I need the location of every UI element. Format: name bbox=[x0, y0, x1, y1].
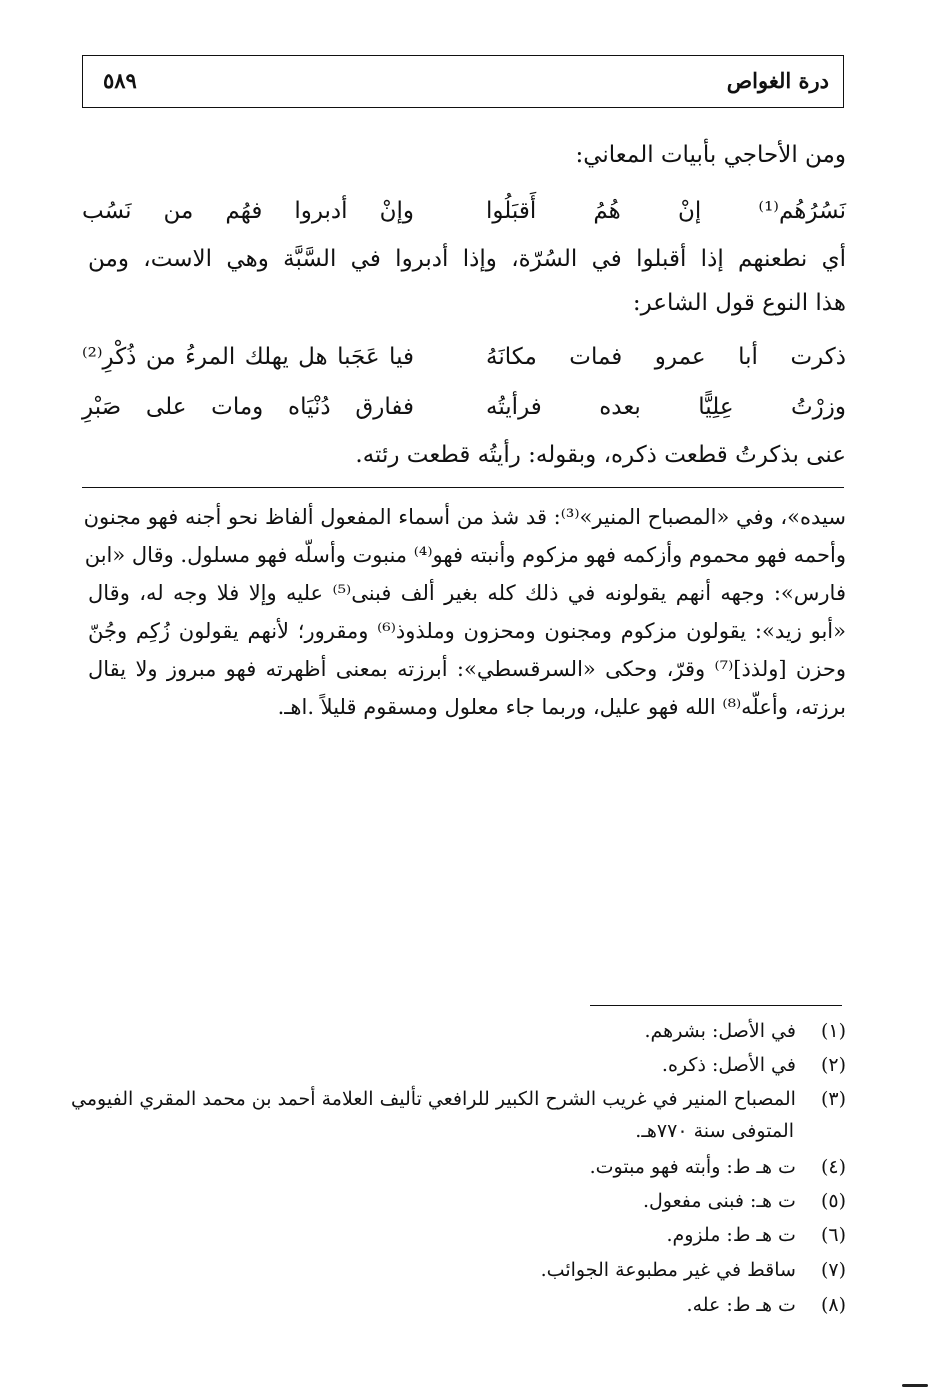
quote-line: سيده»، وفي «المصباح المنير»⁽³⁾: قد شذ من أسماء المفعول ألفاظ نحو أجنه فهو مجنون bbox=[83, 505, 846, 529]
quote-line: وأحمه فهو محموم وأزكمه فهو مزكوم وأنبته فهو⁽⁴⁾ منبوت وأسلّه فهو مسلول. وقال «ابن bbox=[84, 543, 846, 567]
footnote bbox=[644, 1020, 846, 1042]
footnote-number: (٧) bbox=[820, 1259, 846, 1281]
quote-line: فارس»: وجهه أنهم يقولونه في ذلك كله بغير ألف فبنى⁽⁵⁾ عليه وإلا فلا وجه له، وقال bbox=[88, 581, 846, 605]
footnote-number: (٣) bbox=[820, 1088, 846, 1110]
verse2-first-hemistich: ذكرت أبا عمرو فمات مكانَهُ bbox=[486, 344, 846, 370]
footnote bbox=[541, 1259, 846, 1281]
footnote-continuation: المتوفى سنة ٧٧٠هـ. bbox=[635, 1120, 794, 1142]
footnote-number: (٢) bbox=[820, 1054, 846, 1076]
footnote-number: (٥) bbox=[820, 1190, 846, 1212]
footnote bbox=[662, 1054, 846, 1076]
verse1-first-hemistich: نَسُرُهُم⁽¹⁾ إنْ هُمُ أَقبَلُوا bbox=[486, 198, 846, 224]
footnote-number: (١) bbox=[820, 1020, 846, 1042]
footnote bbox=[643, 1190, 846, 1212]
footnote-text: في الأصل: بشرهم. bbox=[644, 1020, 796, 1042]
footnote-text: ت هـ ط: ملزوم. bbox=[666, 1224, 796, 1246]
footnote-number: (٤) bbox=[820, 1156, 846, 1178]
footnote-divider bbox=[590, 1005, 842, 1006]
footnote bbox=[687, 1294, 846, 1316]
paragraph1-line2: هذا النوع قول الشاعر: bbox=[632, 290, 846, 316]
intro-line: ومن الأحاجي بأبيات المعاني: bbox=[575, 142, 846, 168]
footnote bbox=[590, 1156, 846, 1178]
footnote bbox=[666, 1224, 846, 1246]
running-header bbox=[82, 55, 844, 108]
quote-line: برزته، وأعلّه⁽⁸⁾ الله فهو عليل، وربما جاء معلول ومسقوم قليلاً .اهـ. bbox=[277, 695, 846, 719]
verse2-second-hemistich: فيا عَجَبا هل يهلك المرءُ من ذُكْرِ⁽²⁾ bbox=[82, 344, 414, 370]
footnote-number: (٨) bbox=[820, 1294, 846, 1316]
footnote bbox=[71, 1088, 846, 1110]
section-divider bbox=[82, 487, 844, 488]
scan-edge-mark bbox=[902, 1384, 928, 1387]
footnote-number: (٦) bbox=[820, 1224, 846, 1246]
paragraph2: عنى بذكرتُ قطعت ذكره، وبقوله: رأيتُه قطعت رئته. bbox=[355, 442, 846, 468]
footnote-text: ت هـ ط: عله. bbox=[686, 1294, 796, 1316]
page-number: ٥٨٩ bbox=[103, 68, 137, 93]
footnote-text: ت هـ: فبنى مفعول. bbox=[642, 1190, 796, 1212]
footnote-text: ساقط في غير مطبوعة الجوائب. bbox=[540, 1259, 796, 1281]
verse1-second-hemistich: وإنْ أدبروا فهُم من نَسُب bbox=[82, 198, 414, 224]
book-title: درة الغواص bbox=[726, 68, 829, 93]
footnote-text: في الأصل: ذكره. bbox=[661, 1054, 796, 1076]
verse3-first-hemistich: وزرْتُ عِلِيًّا بعده فرأيتُه bbox=[486, 394, 846, 420]
verse3-second-hemistich: ففارق دُنْيَاه ومات على صَبْرِ bbox=[82, 394, 414, 420]
quote-line: «أبو زيد»: يقولون مزكوم ومجنون ومحزون وملذوذ⁽⁶⁾ ومقرور؛ لأنهم يقولون زُكِم وجُنّ bbox=[88, 619, 846, 643]
quote-line: وحزن [ولذذ]⁽⁷⁾ وقرّ، وحكى «السرقسطي»: أبرزته بمعنى أظهرته فهو مبروز ولا يقال bbox=[88, 657, 847, 681]
paragraph1-line1: أي نطعنهم إذا أقبلوا في السُرّة، وإذا أدبروا في السَّبَّة وهي الاست، ومن bbox=[88, 246, 846, 272]
footnote-text: المصباح المنير في غريب الشرح الكبير للرافعي تأليف العلامة أحمد بن محمد المقري الفيومي bbox=[71, 1088, 796, 1110]
footnote-text: ت هـ ط: وأبته فهو مبتوت. bbox=[589, 1156, 796, 1178]
